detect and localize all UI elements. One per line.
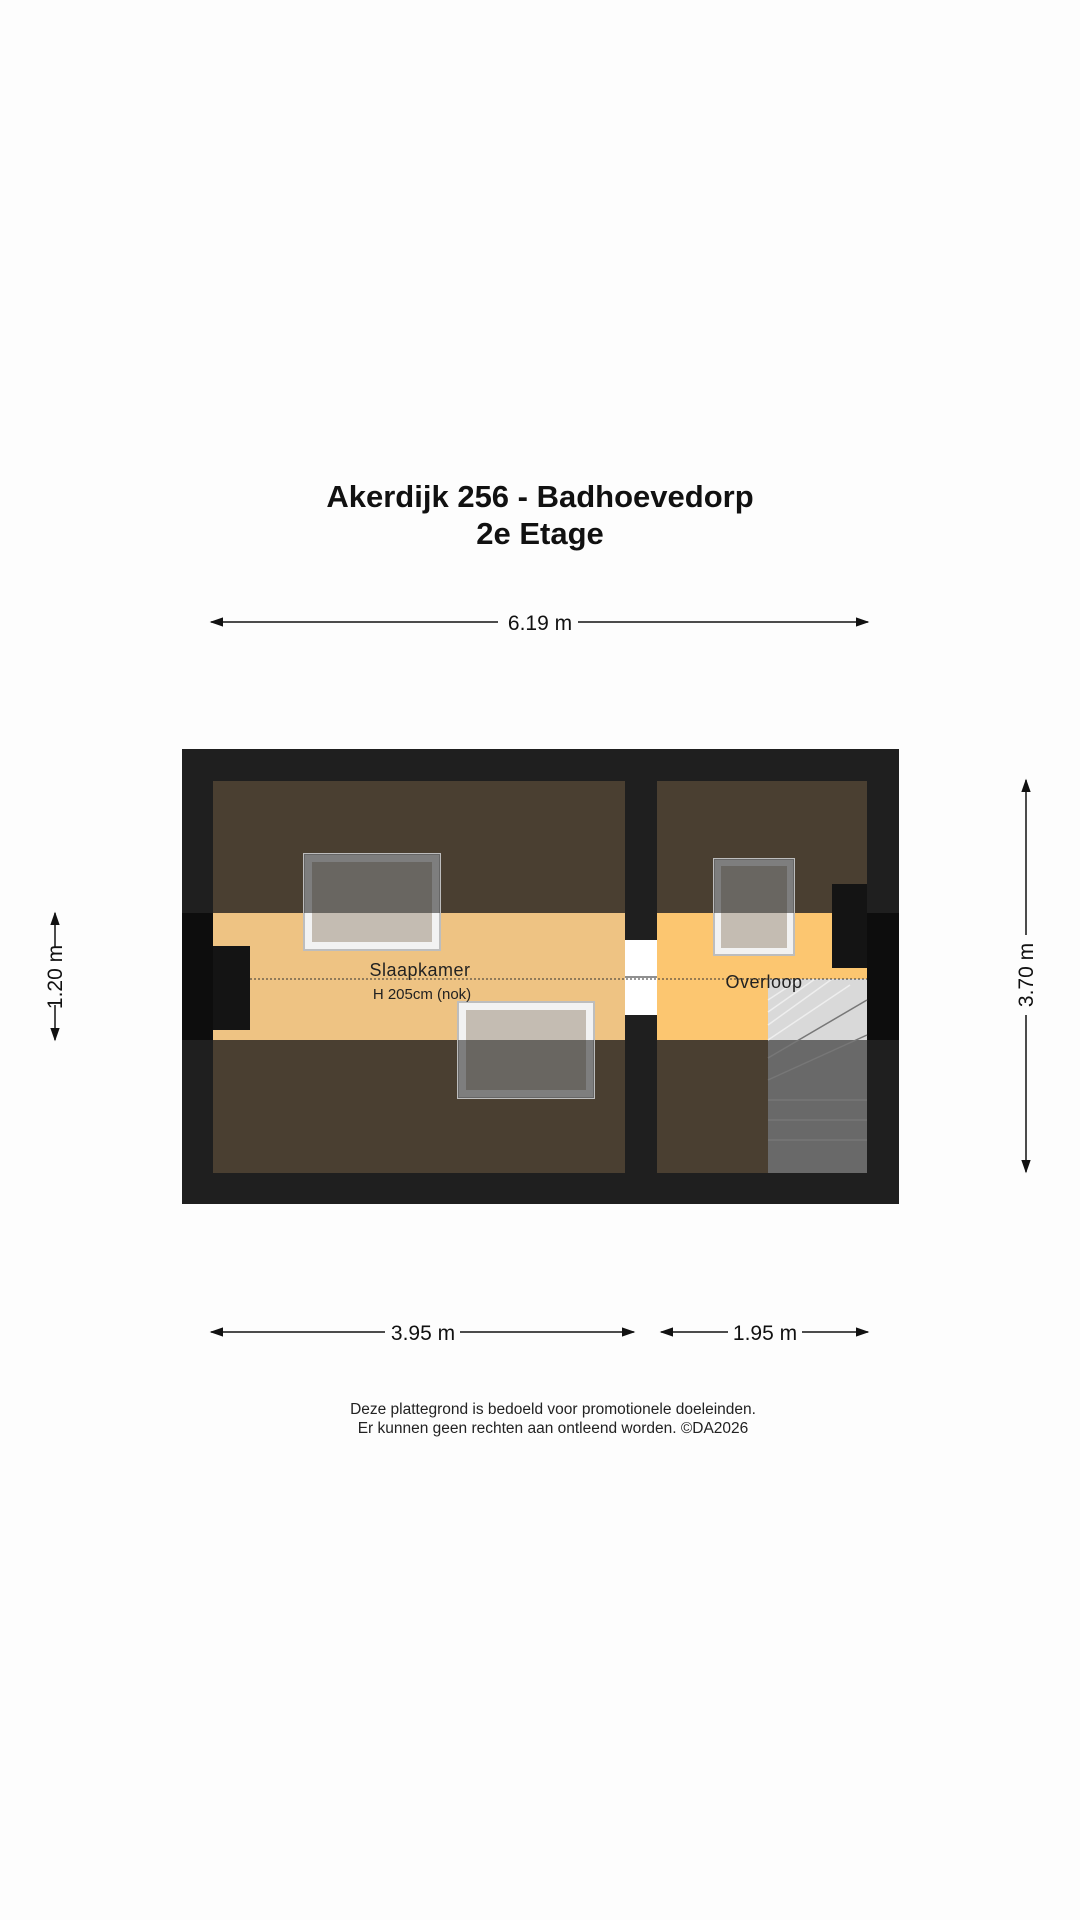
dimension-bottom-left-label: 3.95 m xyxy=(390,1322,456,1345)
room-label-bedroom: Slaapkamer xyxy=(369,960,471,980)
room-label-landing: Overloop xyxy=(725,972,803,992)
skylight-bedroom-top xyxy=(304,854,440,950)
floor-title: 2e Etage xyxy=(476,516,604,551)
dimension-height-right xyxy=(1015,780,1038,1172)
dimension-bottom-right xyxy=(661,1322,868,1345)
dimension-bottom-right-label: 1.95 m xyxy=(732,1322,798,1345)
dimension-bottom-left xyxy=(211,1322,634,1345)
dimension-height-right-label: 3.70 m xyxy=(1015,942,1038,1008)
dimension-total-width xyxy=(211,612,868,635)
dimension-height-left xyxy=(44,913,67,1040)
dimension-height-left-label: 1.20 m xyxy=(44,944,67,1010)
skylight-bedroom-bottom xyxy=(458,1002,594,1098)
chimney-block-right xyxy=(832,884,867,968)
chimney-block-left xyxy=(213,946,250,1030)
disclaimer-line-2: Er kunnen geen rechten aan ontleend worden. ©DA2026 xyxy=(357,1420,749,1437)
gable-wall-right xyxy=(867,913,899,1040)
skylight-landing xyxy=(714,859,794,955)
disclaimer-line-1: Deze plattegrond is bedoeld voor promotionele doeleinden. xyxy=(350,1401,756,1418)
staircase xyxy=(768,979,867,1173)
address-title: Akerdijk 256 - Badhoevedorp xyxy=(326,479,754,514)
room-height-bedroom: H 205cm (nok) xyxy=(372,986,472,1003)
gable-wall-left xyxy=(182,913,213,1040)
dimension-total-width-label: 6.19 m xyxy=(507,612,573,635)
disclaimer xyxy=(0,1400,1080,1438)
